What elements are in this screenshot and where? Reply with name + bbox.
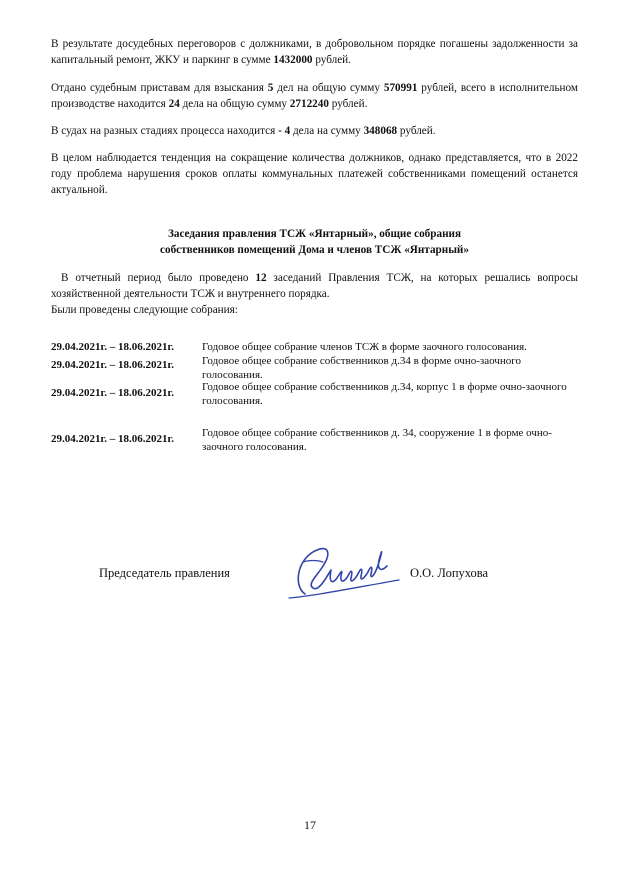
signatory-name: О.О. Лопухова	[410, 566, 489, 580]
signatory-title: Председатель правления	[99, 566, 230, 580]
text: рублей.	[312, 54, 351, 66]
enforcement-amount: 2712240	[289, 98, 329, 110]
paragraph-board-meetings	[51, 270, 578, 302]
text: В судах на разных стадиях процесса находится	[51, 125, 279, 137]
text: дел на общую сумму	[273, 82, 384, 94]
meeting-description: Годовое общее собрание собственников д.34, корпус 1 в форме очно-заочного голосования.	[202, 381, 567, 407]
paragraph-meetings-intro: Были проведены следующие собрания:	[51, 304, 238, 316]
text: В отчетный период было проведено	[61, 272, 256, 284]
meeting-description: Годовое общее собрание собственников д. 34, сооружение 1 в форме очно-заочного голосования.	[202, 427, 552, 453]
enforcement-count: 24	[168, 98, 180, 110]
meeting-description: Годовое общее собрание собственников д.34 в форме очно-заочного голосования.	[202, 355, 521, 381]
meeting-date: 29.04.2021г. – 18.06.2021г.	[51, 341, 175, 353]
handwritten-signature	[283, 536, 403, 606]
meeting-description: Годовое общее собрание членов ТСЖ в форме заочного голосования.	[202, 341, 527, 353]
court-cases-amount: 348068	[363, 125, 398, 137]
meeting-date: 29.04.2021г. – 18.06.2021г.	[51, 387, 175, 399]
paragraph-trend: В целом наблюдается тенденция на сокращение количества должников, однако представляется, что в 2022 году проблема нарушения сроков оплаты коммунальных платежей собственниками помещений останется актуальной.	[51, 152, 578, 196]
text: дела на общую сумму	[179, 98, 290, 110]
heading-line: Заседания правления ТСЖ «Янтарный», общие собрания	[167, 228, 462, 240]
section-heading	[51, 226, 578, 258]
text: заседаний Правления ТСЖ, на которых решались вопросы хозяйственной деятельности ТСЖ и внутреннего порядка.	[51, 272, 578, 300]
court-cases-count: - 4	[278, 125, 291, 137]
cases-count: 5	[267, 82, 274, 94]
repaid-amount: 1432000	[273, 54, 313, 66]
paragraph-voluntary-repayment	[51, 36, 578, 68]
paragraph-courts	[51, 123, 578, 139]
text: дела на сумму	[290, 125, 364, 137]
meeting-date: 29.04.2021г. – 18.06.2021г.	[51, 359, 175, 371]
cases-amount: 570991	[383, 82, 418, 94]
text: Отдано судебным приставам для взыскания	[51, 82, 268, 94]
page-number: 17	[304, 818, 316, 832]
paragraph-bailiffs	[51, 80, 578, 112]
text: В результате досудебных переговоров с должниками, в добровольном порядке погашены задолженности за капитальный ремонт, ЖКУ и паркинг в сумме	[51, 38, 578, 66]
text: рублей, всего в исполнительном производстве находится	[51, 82, 578, 110]
text: рублей.	[328, 98, 368, 110]
meeting-date: 29.04.2021г. – 18.06.2021г.	[51, 433, 175, 445]
text: рублей.	[397, 125, 436, 137]
board-meetings-count: 12	[255, 272, 267, 284]
heading-line: собственников помещений Дома и членов ТСЖ «Янтарный»	[160, 244, 469, 256]
